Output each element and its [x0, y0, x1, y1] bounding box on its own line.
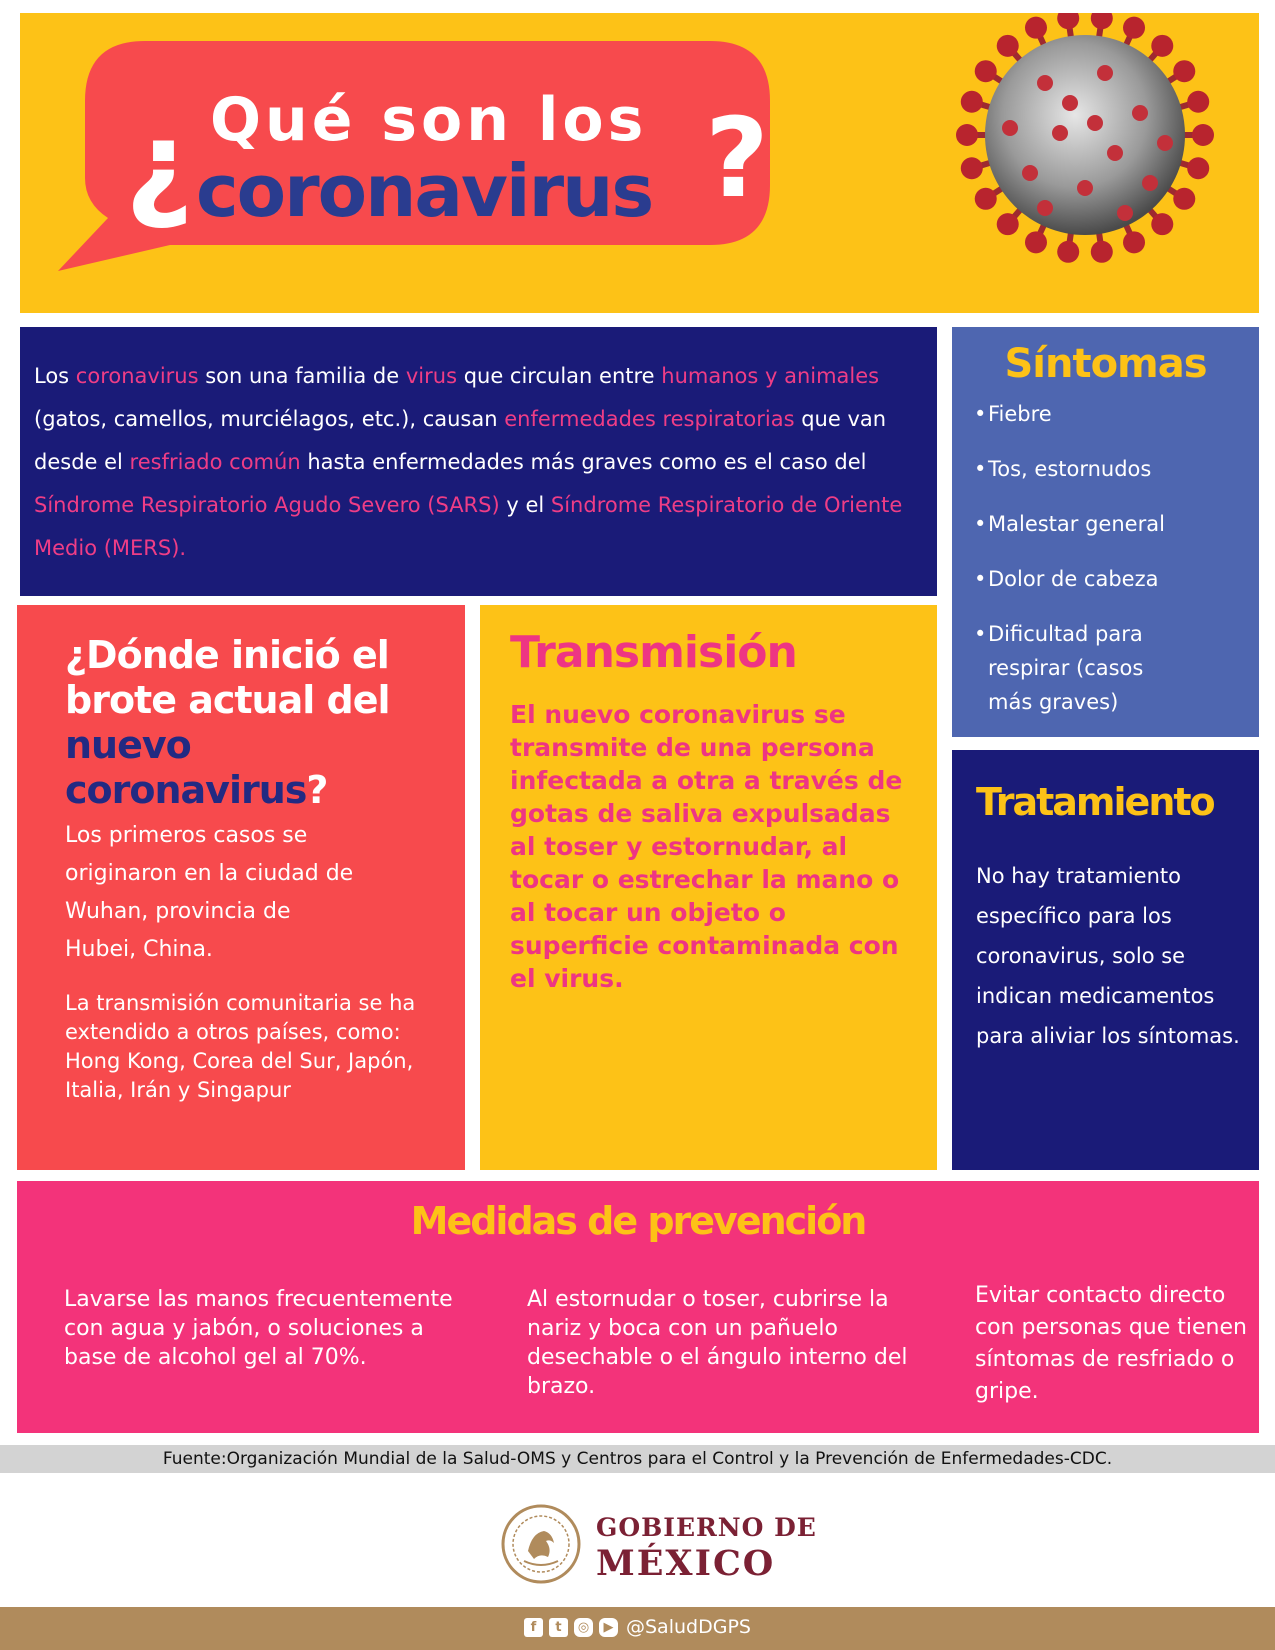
sintomas-list — [952, 397, 1259, 719]
virus-surface-protein — [1157, 135, 1173, 151]
gobierno-logo — [500, 1503, 817, 1593]
intro-highlight: enfermedades respiratorias — [504, 407, 795, 431]
social-links — [524, 1616, 751, 1638]
transmision-title: Transmisión — [510, 627, 797, 678]
logo-text-line-2: MÉXICO — [596, 1543, 776, 1584]
virus-surface-protein — [1022, 165, 1038, 181]
virus-spike-head — [961, 91, 983, 113]
sintomas-panel — [952, 327, 1259, 737]
prevencion-panel — [17, 1181, 1259, 1433]
prevencion-title: Medidas de prevención — [410, 1199, 866, 1243]
sintoma-item: • Dolor de cabeza — [988, 562, 1259, 596]
intro-highlight: Síndrome Respiratorio Agudo Severo (SARS) — [34, 493, 500, 517]
coronavirus-illustration — [935, 13, 1235, 278]
virus-spike-head — [1091, 241, 1113, 263]
donde-title-part-a: ¿Dónde inició el brote actual del — [65, 633, 390, 722]
virus-spike-head — [1025, 17, 1047, 39]
virus-surface-protein — [1142, 175, 1158, 191]
social-handle[interactable]: @SaludDGPS — [626, 1616, 751, 1638]
virus-surface-protein — [1097, 65, 1113, 81]
transmision-panel — [480, 605, 937, 1170]
intro-segment: (gatos, camellos, murciélagos, etc.), causan — [34, 407, 505, 431]
virus-spike-head — [1123, 17, 1145, 39]
virus-spike-head — [997, 213, 1019, 235]
virus-spike-head — [1192, 124, 1214, 146]
intro-segment: hasta enfermedades más graves como es el caso del — [300, 450, 867, 474]
donde-title — [65, 633, 395, 813]
virus-spike-head — [1151, 213, 1173, 235]
youtube-icon[interactable]: ▶ — [599, 1618, 618, 1637]
transmision-body: El nuevo coronavirus se transmite de una persona infectada a otra a través de gotas de saliva expulsadas al toser y estornudar, al tocar o estrechar la mano o al tocar un objeto o superficie contaminada con el virus. — [510, 700, 903, 993]
virus-surface-protein — [1062, 95, 1078, 111]
intro-highlight: humanos y animales — [661, 364, 880, 388]
donde-paragraph-1: Los primeros casos se originaron en la ciudad de Wuhan, provincia de Hubei, China. — [65, 823, 354, 962]
prevencion-item: Lavarse las manos frecuentemente con agua y jabón, o soluciones a base de alcohol gel al 70%. — [64, 1287, 453, 1370]
intro-segment: que van desde el — [34, 407, 887, 474]
title-line-2: coronavirus — [196, 149, 653, 233]
virus-spike-head — [1187, 91, 1209, 113]
donde-title-part-b: nuevo coronavirus — [65, 723, 307, 812]
virus-surface-protein — [1132, 105, 1148, 121]
intro-segment: Los — [34, 364, 76, 388]
virus-surface-protein — [1077, 180, 1093, 196]
intro-highlight: resfriado común — [129, 450, 301, 474]
footer-bar — [0, 1607, 1275, 1650]
question-mark-close: ? — [705, 94, 769, 222]
virus-spike-head — [997, 35, 1019, 57]
national-seal-icon — [500, 1503, 582, 1585]
source-note: Fuente:Organización Mundial de la Salud-OMS y Centros para el Control y la Prevención de Enfermedades-CDC. — [0, 1445, 1275, 1473]
intro-highlight: coronavirus — [75, 364, 199, 388]
sintomas-title: Síntomas — [1004, 341, 1207, 387]
facebook-icon[interactable]: f — [524, 1618, 543, 1637]
intro-segment: son una familia de — [198, 364, 406, 388]
virus-spike-head — [1151, 35, 1173, 57]
header-banner — [20, 13, 1259, 313]
virus-spike-head — [1025, 231, 1047, 253]
tratamiento-panel — [952, 750, 1259, 1170]
donde-title-part-c: ? — [306, 768, 328, 812]
tratamiento-title: Tratamiento — [976, 780, 1214, 824]
intro-segment: y el — [499, 493, 551, 517]
sintoma-item: • Fiebre — [988, 397, 1259, 431]
question-mark-open: ¿ — [125, 95, 194, 233]
virus-surface-protein — [1087, 115, 1103, 131]
prevencion-item: Evitar contacto directo con personas que tienen síntomas de resfriado o gripe. — [975, 1283, 1247, 1404]
virus-spike-head — [1173, 188, 1195, 210]
prevencion-item: Al estornudar o toser, cubrirse la nariz y boca con un pañuelo desechable o el ángulo interno del brazo. — [527, 1287, 908, 1399]
virus-spike-head — [975, 60, 997, 82]
virus-surface-protein — [1117, 205, 1133, 221]
donde-panel — [17, 605, 465, 1170]
donde-paragraph-2: La transmisión comunitaria se ha extendido a otros países, como: Hong Kong, Corea del Sur, Japón, Italia, Irán y Singapur — [65, 991, 416, 1102]
intro-panel — [20, 327, 937, 596]
sintoma-item: • Tos, estornudos — [988, 452, 1259, 486]
intro-text — [34, 355, 923, 570]
virus-spike-head — [1123, 231, 1145, 253]
twitter-icon[interactable]: t — [549, 1618, 568, 1637]
virus-spike-head — [1057, 13, 1079, 29]
virus-spike-head — [961, 157, 983, 179]
virus-surface-protein — [1002, 120, 1018, 136]
intro-highlight: virus — [405, 364, 458, 388]
virus-surface-protein — [1037, 75, 1053, 91]
instagram-icon[interactable]: ◎ — [574, 1618, 593, 1637]
virus-surface-protein — [1107, 145, 1123, 161]
sintoma-item: • Dificultad para respirar (casos más graves) — [988, 617, 1183, 719]
intro-highlight: Síndrome Respiratorio de Oriente Medio (MERS). — [34, 493, 903, 560]
virus-spike-head — [975, 188, 997, 210]
logo-text-line-1: GOBIERNO DE — [596, 1513, 817, 1542]
virus-spike-head — [1091, 13, 1113, 29]
sintoma-item: • Malestar general — [988, 507, 1259, 541]
intro-segment: que circulan entre — [457, 364, 662, 388]
virus-spike-head — [1173, 60, 1195, 82]
tratamiento-body: No hay tratamiento específico para los coronavirus, solo se indican medicamentos para aliviar los síntomas. — [976, 864, 1240, 1048]
virus-surface-protein — [1052, 125, 1068, 141]
virus-spike-head — [1057, 241, 1079, 263]
virus-spike-head — [1187, 157, 1209, 179]
title-line-1: Qué son los — [210, 85, 648, 155]
virus-surface-protein — [1037, 200, 1053, 216]
virus-spike-head — [956, 124, 978, 146]
